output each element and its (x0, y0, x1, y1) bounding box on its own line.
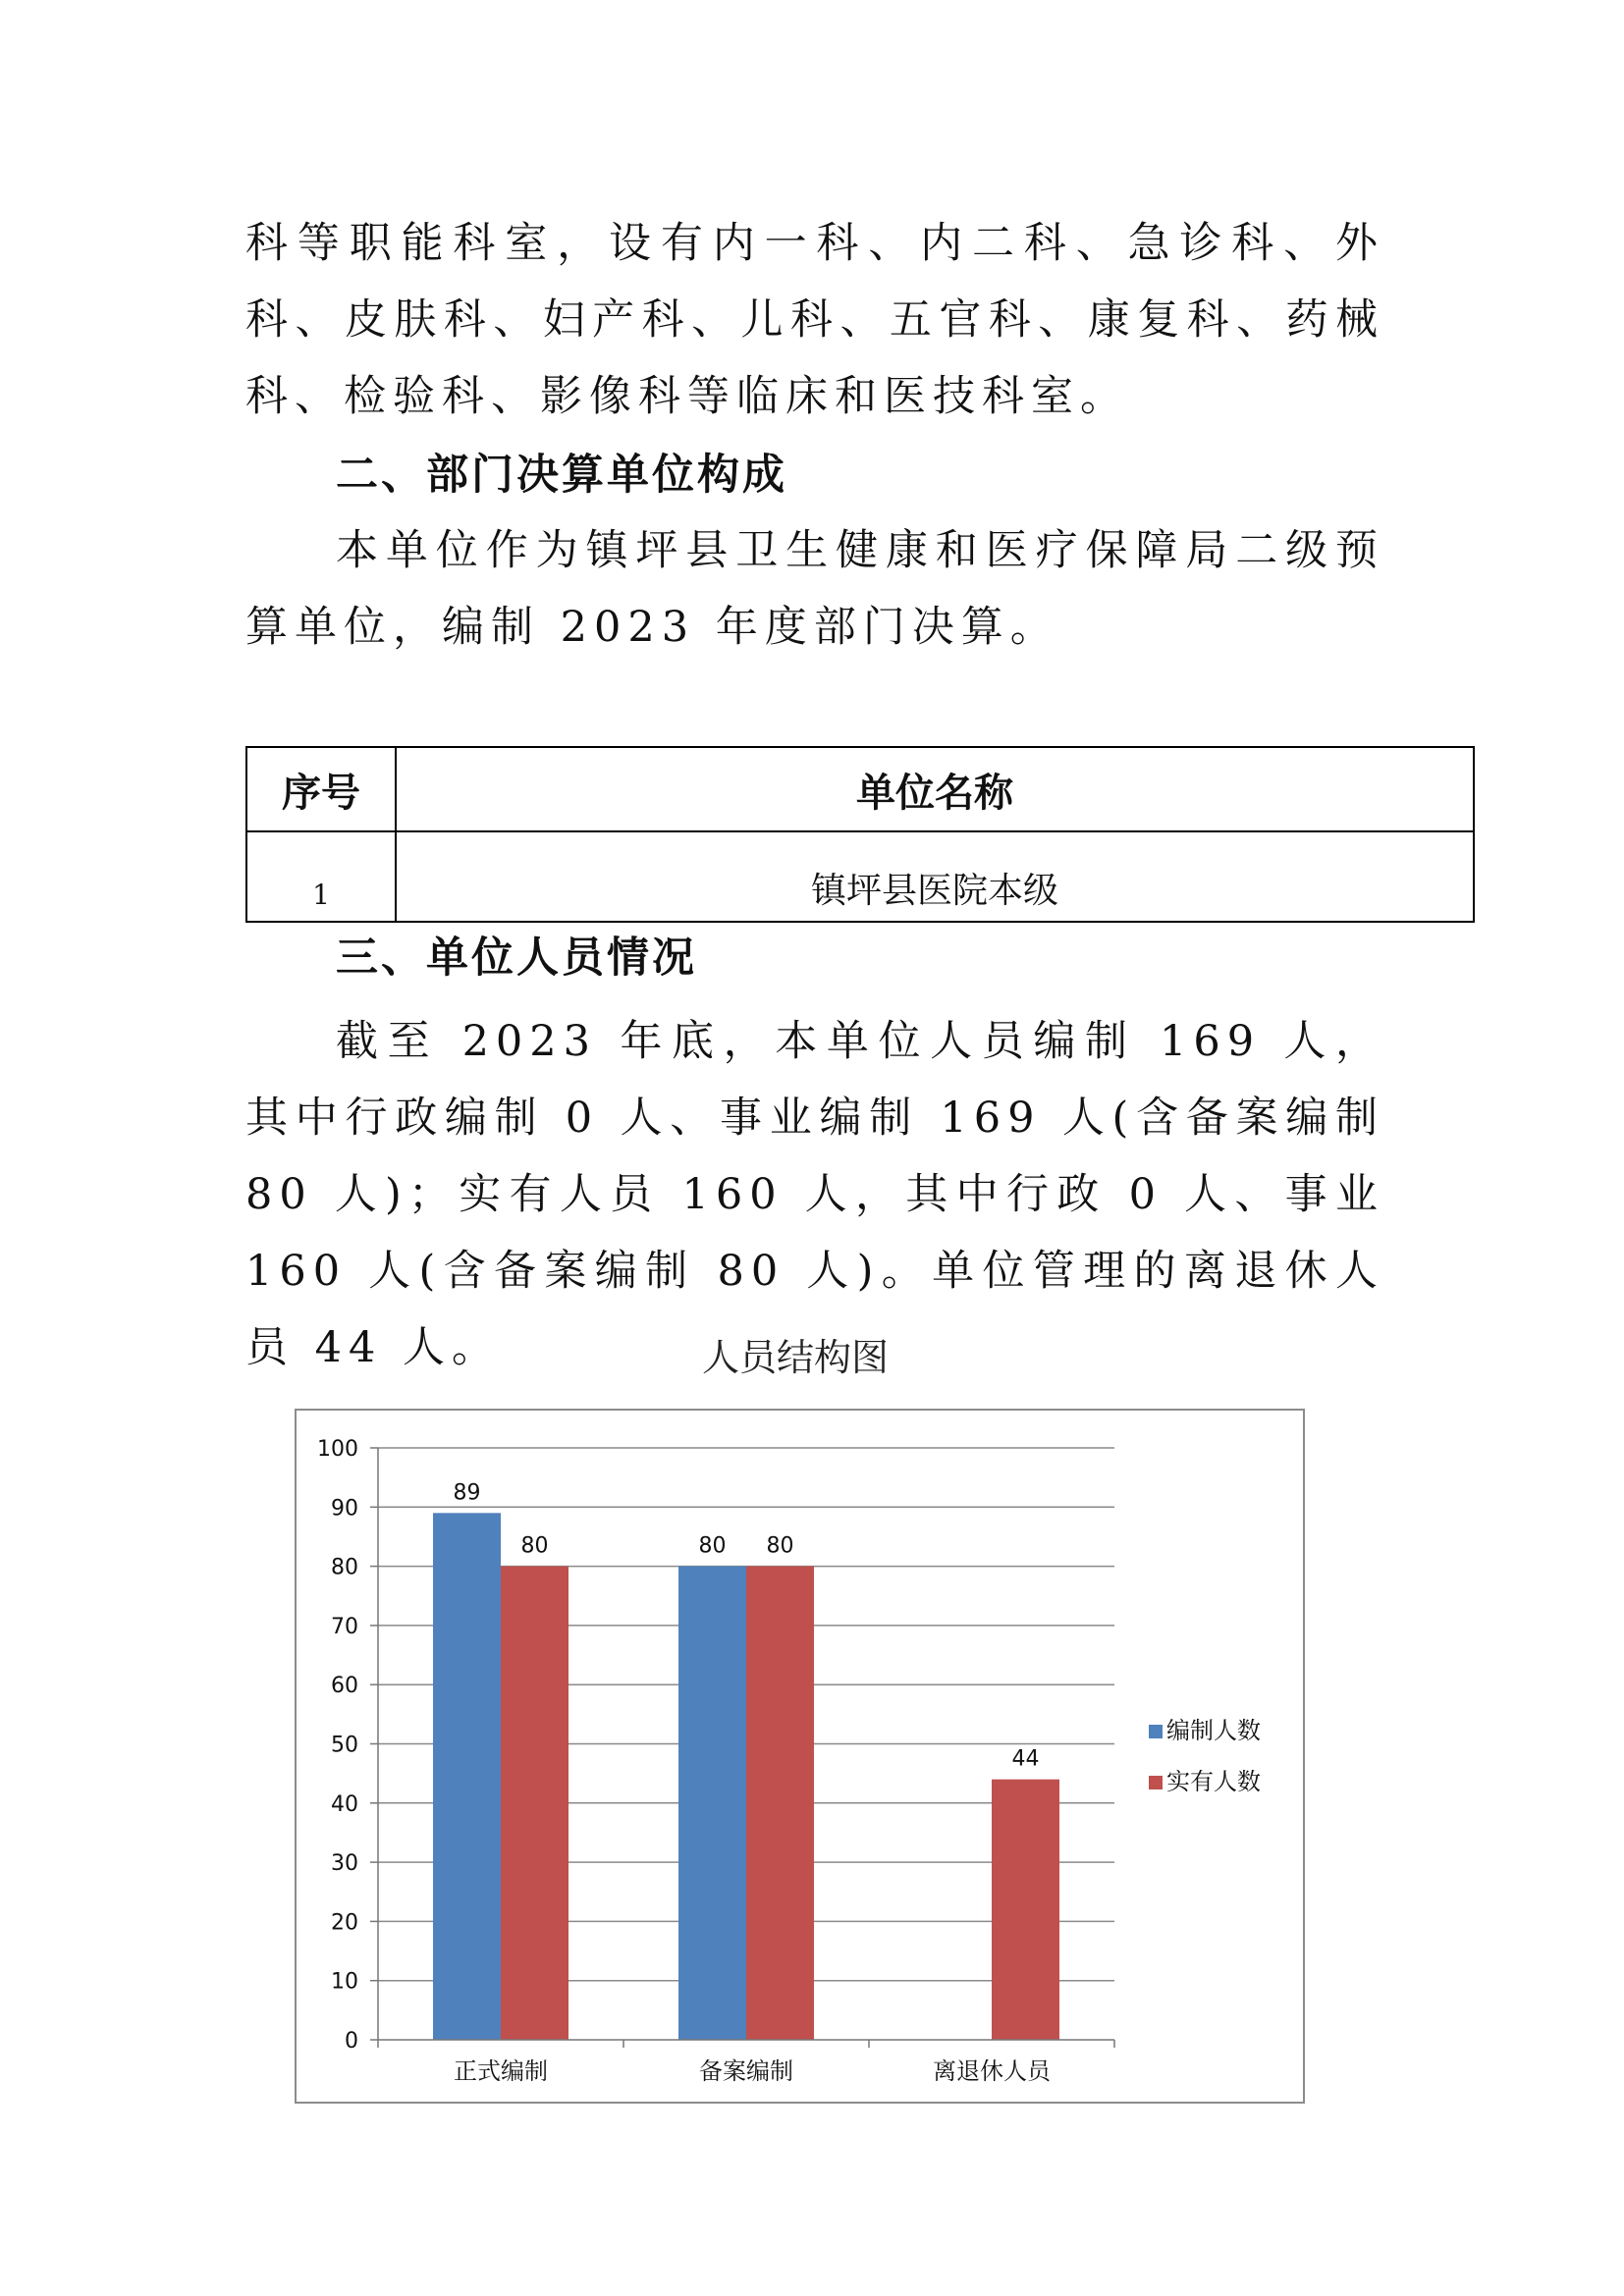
personnel-paragraph: 截至 2023 年底，本单位人员编制 169 人，其中行政编制 0 人、事业编制 169 人(含备案编制 80 人)；实有人员 160 人，其中行政 0 人、事业 160 人(含备案编制 80 人)。单位管理的离退休人员 44 人。 (245, 1017, 1384, 1372)
x-category-label: 正式编制 (454, 2057, 548, 2085)
y-tick-label: 70 (331, 1614, 358, 1639)
bar (501, 1567, 568, 2040)
table-header-unit-name: 单位名称 (396, 747, 1474, 831)
personnel-bar-chart (295, 1409, 1306, 2106)
table-cell-unit-name: 镇坪县医院本级 (396, 831, 1474, 922)
chart-title: 人员结构图 (701, 1336, 889, 1379)
y-tick-label: 50 (331, 1733, 358, 1758)
bar (992, 1780, 1059, 2040)
unit-composition-paragraph: 本单位作为镇坪县卫生健康和医疗保障局二级预算单位，编制 2023 年度部门决算。 (245, 526, 1384, 652)
y-tick-label: 40 (331, 1791, 358, 1817)
legend-swatch (1149, 1776, 1163, 1789)
table-cell-seq: 1 (246, 831, 396, 922)
legend-label: 实有人数 (1166, 1768, 1261, 1795)
bar-data-label: 80 (698, 1533, 727, 1559)
table-header-row (246, 747, 1474, 831)
bar-data-label: 80 (766, 1533, 794, 1559)
y-tick-label: 100 (317, 1437, 358, 1462)
x-category-label: 离退休人员 (933, 2057, 1051, 2085)
section-heading-personnel: 三、单位人员情况 (336, 934, 697, 983)
y-tick-label: 90 (331, 1496, 358, 1522)
y-tick-label: 20 (331, 1910, 358, 1936)
section-heading-unit-composition: 二、部门决算单位构成 (336, 451, 787, 500)
y-tick-label: 60 (331, 1674, 358, 1699)
table-header-seq: 序号 (246, 747, 396, 831)
y-tick-label: 0 (345, 2029, 358, 2054)
y-tick-label: 80 (331, 1555, 358, 1580)
y-tick-label: 10 (331, 1969, 358, 1995)
y-tick-label: 30 (331, 1851, 358, 1877)
bar (746, 1567, 814, 2040)
unit-table (245, 746, 1475, 923)
table-row (246, 831, 1474, 922)
legend-swatch (1149, 1725, 1163, 1738)
intro-paragraph: 科等职能科室，设有内一科、内二科、急诊科、外科、皮肤科、妇产科、儿科、五官科、康复科、药械科、检验科、影像科等临床和医技科室。 (245, 219, 1384, 421)
bar-data-label: 89 (453, 1480, 481, 1506)
bar (678, 1567, 746, 2040)
x-category-label: 备案编制 (699, 2057, 793, 2085)
legend-label: 编制人数 (1166, 1717, 1261, 1744)
bar-data-label: 80 (520, 1533, 549, 1559)
bar (433, 1513, 501, 2040)
bar-data-label: 44 (1011, 1746, 1040, 1772)
